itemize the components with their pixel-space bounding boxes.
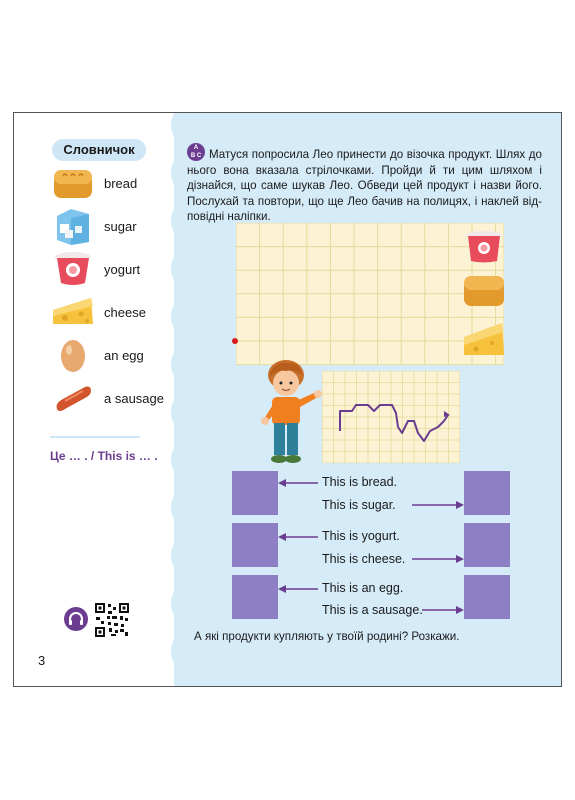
dictionary-item-bread <box>50 163 176 203</box>
path-map <box>322 371 460 463</box>
dictionary-item-egg <box>50 335 176 375</box>
dictionary-label: a sausage <box>104 390 164 406</box>
arrow-left-icon <box>278 532 318 542</box>
sentence-egg: This is an egg. <box>322 581 404 595</box>
sugar-icon <box>50 206 96 246</box>
dictionary-item-sausage <box>50 378 176 418</box>
grid-shelf <box>236 223 504 365</box>
sentence-cheese: This is cheese. <box>322 552 406 566</box>
sticker-slot-sugar[interactable] <box>464 471 510 515</box>
dictionary-item-sugar <box>50 206 176 246</box>
yogurt-icon <box>50 249 96 289</box>
arrow-right-icon <box>422 605 464 615</box>
dictionary-item-cheese <box>50 292 176 332</box>
qr-code-icon[interactable] <box>94 602 130 638</box>
page-number: 3 <box>38 653 46 668</box>
dictionary-label: sugar <box>104 218 137 234</box>
sticker-slot-sausage[interactable] <box>464 575 510 619</box>
dictionary-title: Словничок <box>52 139 146 161</box>
dictionary-label: bread <box>104 175 138 191</box>
abc-task-icon: A B C <box>187 143 205 161</box>
sticker-slot-yogurt[interactable] <box>232 523 278 567</box>
sentence-sugar: This is sugar. <box>322 498 396 512</box>
yogurt-icon <box>466 231 502 263</box>
dictionary-label: an egg <box>104 347 144 363</box>
workbook-page <box>13 112 562 687</box>
dictionary-sidebar <box>14 113 174 686</box>
dictionary-label: yogurt <box>104 261 141 277</box>
exercise-area <box>174 113 562 686</box>
phrase-pattern: Це … . / This is … . <box>50 449 158 463</box>
discussion-question: А які продукти купляють у твоїй родині? Розкажи. <box>194 630 460 643</box>
sentence-yogurt: This is yogurt. <box>322 529 400 543</box>
dictionary-label: cheese <box>104 304 146 320</box>
sausage-icon <box>50 378 96 418</box>
sticker-slot-bread[interactable] <box>232 471 278 515</box>
arrow-left-icon <box>278 478 318 488</box>
arrow-left-icon <box>278 584 318 594</box>
divider <box>50 436 140 438</box>
sticker-slot-cheese[interactable] <box>464 523 510 567</box>
arrow-right-icon <box>412 500 464 510</box>
dictionary-item-yogurt <box>50 249 176 289</box>
cheese-icon <box>50 292 96 332</box>
bread-icon <box>464 276 504 306</box>
bread-icon <box>50 163 96 203</box>
task-instruction: Матуся попросила Лео принести до візочка продукт. Шлях до нього вона вказала стрілочками. Пройди й ти цим шляхом і дізнайся, що саме шукав Лео. Обведи цей продукт і назви його. Послухай та повтори, що ще Лео бачив на полицях, і наклей від-повідні наліпки. <box>187 148 542 223</box>
sticker-slot-egg[interactable] <box>232 575 278 619</box>
sentence-bread: This is bread. <box>322 475 398 489</box>
egg-icon <box>50 335 96 375</box>
arrow-right-icon <box>412 554 464 564</box>
sentence-sausage: This is a sausage. <box>322 603 423 617</box>
start-point <box>232 338 238 344</box>
headphones-icon[interactable] <box>64 607 88 631</box>
